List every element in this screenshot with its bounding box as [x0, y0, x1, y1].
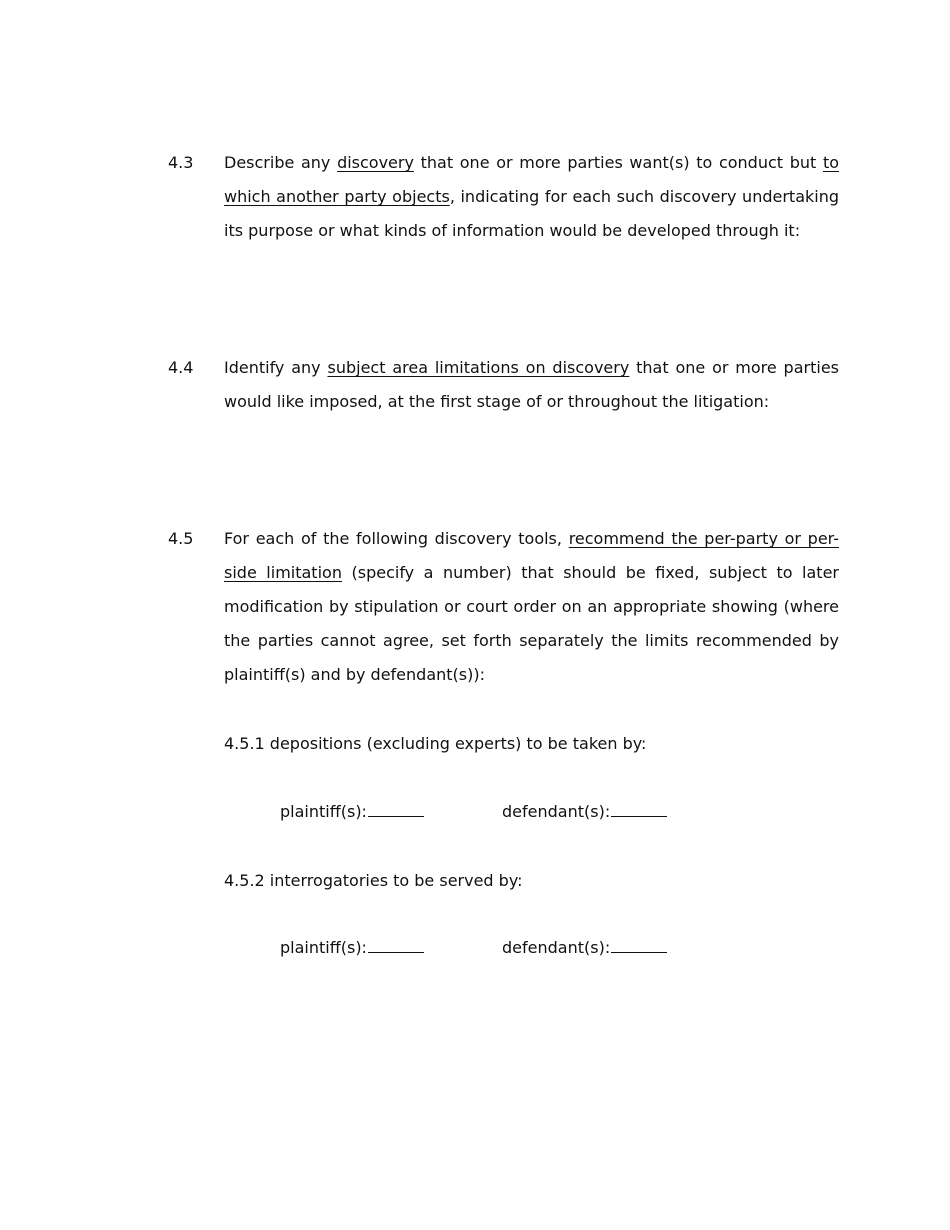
plaintiff-entry: [280, 931, 424, 965]
section-number: 4.4: [168, 358, 194, 377]
plaintiff-blank-field[interactable]: [368, 798, 424, 817]
defendant-blank-field[interactable]: [611, 934, 667, 953]
plaintiff-label: plaintiff(s):: [280, 938, 367, 957]
subsection-4-5-1-label: 4.5.1 depositions (excluding experts) to be taken by:: [224, 734, 647, 753]
defendant-blank-field[interactable]: [611, 798, 667, 817]
plaintiff-blank-field[interactable]: [368, 934, 424, 953]
underlined-term: to which another party objects: [224, 153, 839, 206]
section-number: 4.5: [168, 529, 194, 548]
plaintiff-entry: [280, 795, 424, 829]
underlined-term: subject area limitations on discovery: [327, 358, 630, 377]
defendant-entry: [502, 795, 667, 829]
plaintiff-label: plaintiff(s):: [280, 802, 367, 821]
section-text: For each of the following discovery tools, recommend the per-party or per-side limitation (specify a number) that should be fixed, subject to later modification by stipulation or court order on an appropriate showing (where the parties cannot agree, set forth separately the limits recommended by plaintiff(s) and by defendant(s)):: [224, 529, 840, 684]
underlined-term: recommend the per-party or per-side limitation: [224, 529, 840, 582]
section-number: 4.3: [168, 153, 194, 172]
section-4-3: [168, 146, 839, 248]
underlined-term: discovery: [337, 153, 414, 172]
section-4-5: [168, 522, 839, 692]
subsection-4-5-2-blanks: [280, 931, 780, 965]
defendant-label: defendant(s):: [502, 802, 611, 821]
section-text: Describe any discovery that one or more parties want(s) to conduct but to which another party objects, indicating for each such discovery undertaking its purpose or what kinds of information would be developed through it:: [224, 153, 839, 240]
subsection-4-5-2-label: 4.5.2 interrogatories to be served by:: [224, 871, 523, 890]
subsection-4-5-1-blanks: [280, 795, 780, 829]
section-4-4: [168, 351, 839, 419]
defendant-entry: [502, 931, 667, 965]
section-text: Identify any subject area limitations on discovery that one or more parties would like imposed, at the first stage of or throughout the litigation:: [224, 358, 839, 411]
defendant-label: defendant(s):: [502, 938, 611, 957]
